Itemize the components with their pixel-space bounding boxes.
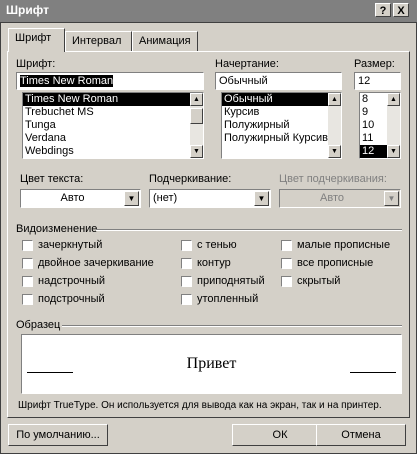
cancel-button[interactable]: Отмена [316,424,406,446]
effects-title: Видоизменение [16,223,98,235]
title-bar [0,0,417,22]
text-color-value: Авто [60,192,85,204]
style-label: Начертание: [215,58,279,70]
text-color-label: Цвет текста: [20,173,84,185]
double-strikethrough-checkbox[interactable] [22,258,33,269]
tab-animation-label: Анимация [139,35,191,47]
hidden-checkbox[interactable] [281,276,292,287]
tab-font-label: Шрифт [15,32,52,44]
size-list-item[interactable]: 10 [362,119,375,131]
small-caps-label: малые прописные [297,239,391,251]
superscript-label: надстрочный [38,275,105,287]
size-list-item[interactable]: 8 [362,93,369,105]
font-list-item[interactable]: Trebuchet MS [25,106,94,118]
font-list[interactable] [22,92,204,159]
shadow-checkbox[interactable] [181,240,192,251]
effects-divider [96,229,402,231]
strikethrough-label: зачеркнутый [38,239,103,251]
chevron-down-icon: ▼ [384,191,399,206]
close-button[interactable]: X [393,3,409,17]
size-list-scrollbar[interactable] [387,93,400,158]
size-list-item[interactable]: 9 [362,106,369,118]
ok-button[interactable]: ОК [232,424,328,446]
style-list-item[interactable]: Курсив [224,106,260,118]
strikethrough-checkbox[interactable] [22,240,33,251]
scroll-up-icon[interactable]: ▲ [328,93,341,106]
text-color-combo[interactable] [20,189,141,208]
all-caps-label: все прописные [297,257,374,269]
underline-color-value: Авто [320,192,344,204]
style-list-item[interactable]: Полужирный Курсив [224,132,329,144]
scroll-thumb[interactable] [190,108,203,124]
font-input-value: Times New Roman [20,75,114,87]
preview-title: Образец [16,319,61,331]
font-input[interactable] [16,72,204,90]
scroll-up-icon[interactable]: ▲ [387,93,400,106]
subscript-checkbox[interactable] [22,294,33,305]
style-list-scrollbar[interactable] [328,93,341,158]
preview-text: Привет [186,355,237,372]
emboss-label: приподнятый [197,275,265,287]
underline-combo[interactable] [149,189,271,208]
preview-description: Шрифт TrueType. Он используется для вывода как на экран, так и на принтер. [18,400,382,411]
small-caps-checkbox[interactable] [281,240,292,251]
underline-label: Подчеркивание: [149,173,232,185]
underline-color-combo [279,189,401,208]
font-list-item[interactable]: Verdana [25,132,66,144]
tab-spacing[interactable] [65,31,132,51]
font-list-item[interactable]: Webdings [25,145,74,157]
engrave-checkbox[interactable] [181,294,192,305]
help-button[interactable]: ? [375,3,391,17]
shadow-label: с тенью [197,239,237,251]
style-input[interactable] [215,72,342,90]
scroll-down-icon[interactable]: ▼ [190,145,203,158]
style-input-value: Обычный [219,75,268,87]
hidden-label: скрытый [297,275,341,287]
double-strikethrough-label: двойное зачеркивание [38,257,154,269]
chevron-down-icon[interactable]: ▼ [124,191,139,206]
window-title: Шрифт [6,3,49,17]
engrave-label: утопленный [197,293,259,305]
all-caps-checkbox[interactable] [281,258,292,269]
style-list-item[interactable]: Полужирный [224,119,290,131]
size-label: Размер: [354,58,395,70]
emboss-checkbox[interactable] [181,276,192,287]
underline-value: (нет) [153,192,178,204]
style-list-item[interactable]: Обычный [222,93,341,106]
style-list[interactable] [221,92,342,159]
preview-divider [62,325,402,327]
preview-rule-right [350,372,396,373]
preview-box [21,334,402,394]
size-input-value: 12 [358,75,371,87]
size-list-item[interactable]: 11 [362,132,374,144]
underline-color-label: Цвет подчеркивания: [279,173,387,185]
size-list[interactable] [359,92,401,159]
superscript-checkbox[interactable] [22,276,33,287]
font-list-item[interactable]: Tunga [25,119,56,131]
tab-spacing-label: Интервал [72,35,122,47]
scroll-down-icon[interactable]: ▼ [328,145,341,158]
scroll-up-icon[interactable]: ▲ [190,93,203,106]
tab-animation[interactable] [132,31,198,51]
chevron-down-icon[interactable]: ▼ [254,191,269,206]
set-default-button[interactable]: По умолчанию... [8,424,108,446]
tab-font[interactable] [8,28,65,52]
size-list-item[interactable]: 12 [360,145,387,158]
subscript-label: подстрочный [38,293,105,305]
outline-checkbox[interactable] [181,258,192,269]
font-list-scrollbar[interactable] [190,93,203,158]
size-input[interactable] [354,72,401,90]
outline-label: контур [197,257,231,269]
font-list-item[interactable]: Times New Roman [23,93,203,106]
scroll-down-icon[interactable]: ▼ [387,145,400,158]
font-label: Шрифт: [16,58,56,70]
